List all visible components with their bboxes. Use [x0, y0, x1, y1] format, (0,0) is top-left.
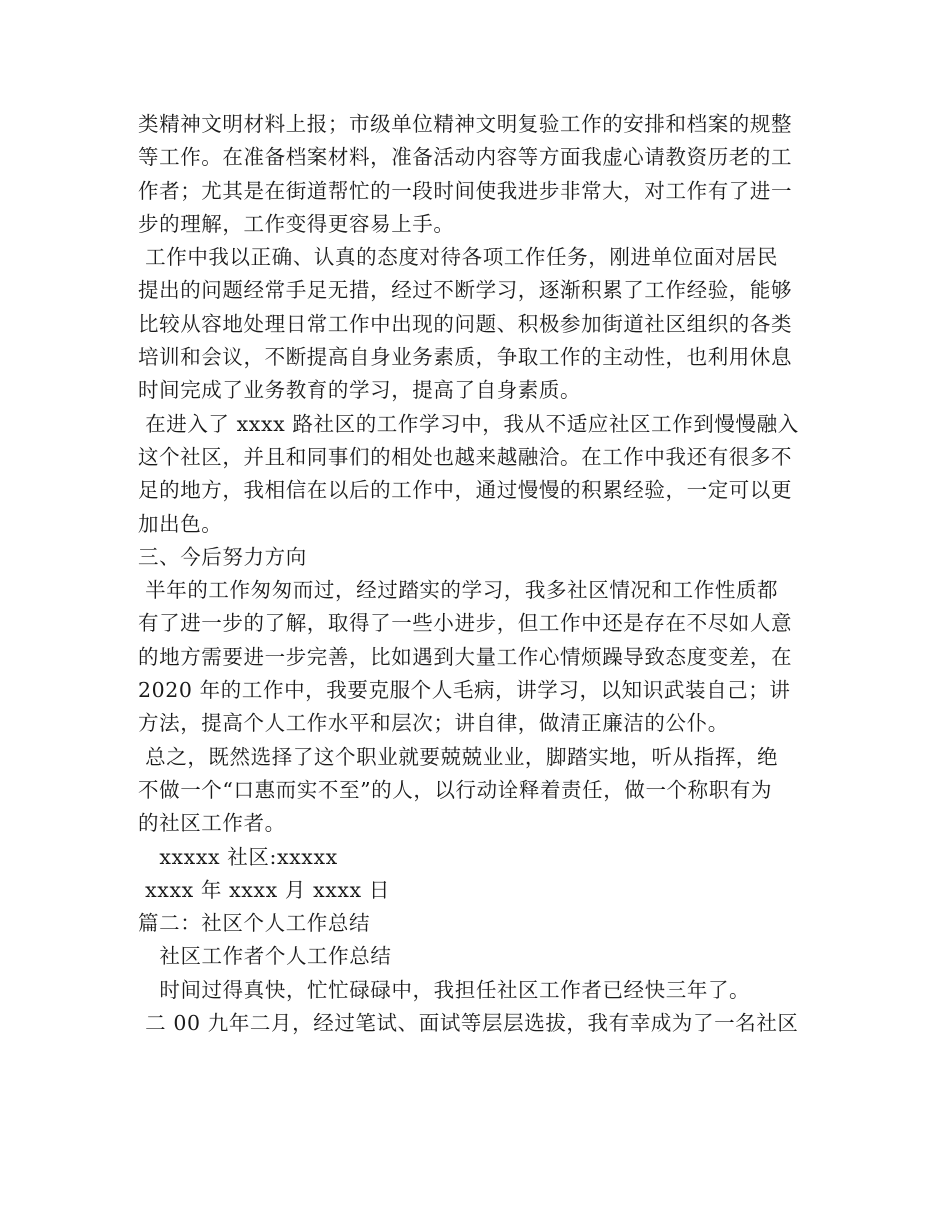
- text-line: 这个社区，并且和同事们的相处也越来越融洽。在工作中我还有很多不: [138, 444, 793, 469]
- text-line: 时间过得真快，忙忙碌碌中，我担任社区工作者已经快三年了。: [138, 977, 751, 1002]
- text-line: 二 00 九年二月，经过笔试、面试等层层选拔，我有幸成为了一名社区: [138, 1011, 799, 1036]
- text-line: 等工作。在准备档案材料，准备活动内容等方面我虚心请教资历老的工: [138, 145, 793, 170]
- text-line: 比较从容地处理日常工作中出现的问题、积极参加街道社区组织的各类: [138, 311, 793, 336]
- text-line: 提出的问题经常手足无措，经过不断学习，逐渐积累了工作经验，能够: [138, 278, 793, 303]
- document-subtitle: 社区工作者个人工作总结: [138, 944, 392, 969]
- text-line: 总之，既然选择了这个职业就要兢兢业业，脚踏实地，听从指挥，绝: [138, 744, 779, 769]
- text-line: 不做一个“口惠而实不至”的人，以行动诠释着责任，做一个称职有为: [138, 777, 773, 802]
- document-body: [138, 108, 818, 1040]
- signature-date: xxxx 年 xxxx 月 xxxx 日: [138, 877, 390, 902]
- text-line: 加出色。: [138, 511, 223, 536]
- text-line: 方法，提高个人工作水平和层次；讲自律，做清正廉洁的公仆。: [138, 711, 729, 736]
- text-line: 半年的工作匆匆而过，经过踏实的学习，我多社区情况和工作性质都: [138, 578, 779, 603]
- text-line: 在进入了 xxxx 路社区的工作学习中，我从不适应社区工作到慢慢融入: [138, 411, 799, 436]
- text-line: 培训和会议，不断提高自身业务素质，争取工作的主动性，也利用休息: [138, 345, 793, 370]
- text-line: 工作中我以正确、认真的态度对待各项工作任务，刚进单位面对居民: [138, 245, 779, 270]
- text-line: 足的地方，我相信在以后的工作中，通过慢慢的积累经验，一定可以更: [138, 478, 793, 503]
- text-line: 作者；尤其是在街道帮忙的一段时间使我进步非常大，对工作有了进一: [138, 178, 793, 203]
- text-line: 时间完成了业务教育的学习，提高了自身素质。: [138, 378, 582, 403]
- text-line: 的地方需要进一步完善，比如遇到大量工作心情烦躁导致态度变差，在: [138, 644, 793, 669]
- text-line: 的社区工作者。: [138, 811, 286, 836]
- section-heading: 三、今后努力方向: [138, 544, 307, 569]
- text-line: 有了进一步的了解，取得了一些小进步，但工作中还是存在不尽如人意: [138, 611, 793, 636]
- text-line: 类精神文明材料上报；市级单位精神文明复验工作的安排和档案的规整: [138, 112, 793, 136]
- section-heading: 篇二：社区个人工作总结: [138, 911, 371, 936]
- text-line: 2020 年的工作中，我要克服个人毛病，讲学习，以知识武装自己；讲: [138, 678, 791, 703]
- text-line: 步的理解，工作变得更容易上手。: [138, 211, 455, 236]
- signature-community: xxxxx 社区:xxxxx: [138, 844, 338, 869]
